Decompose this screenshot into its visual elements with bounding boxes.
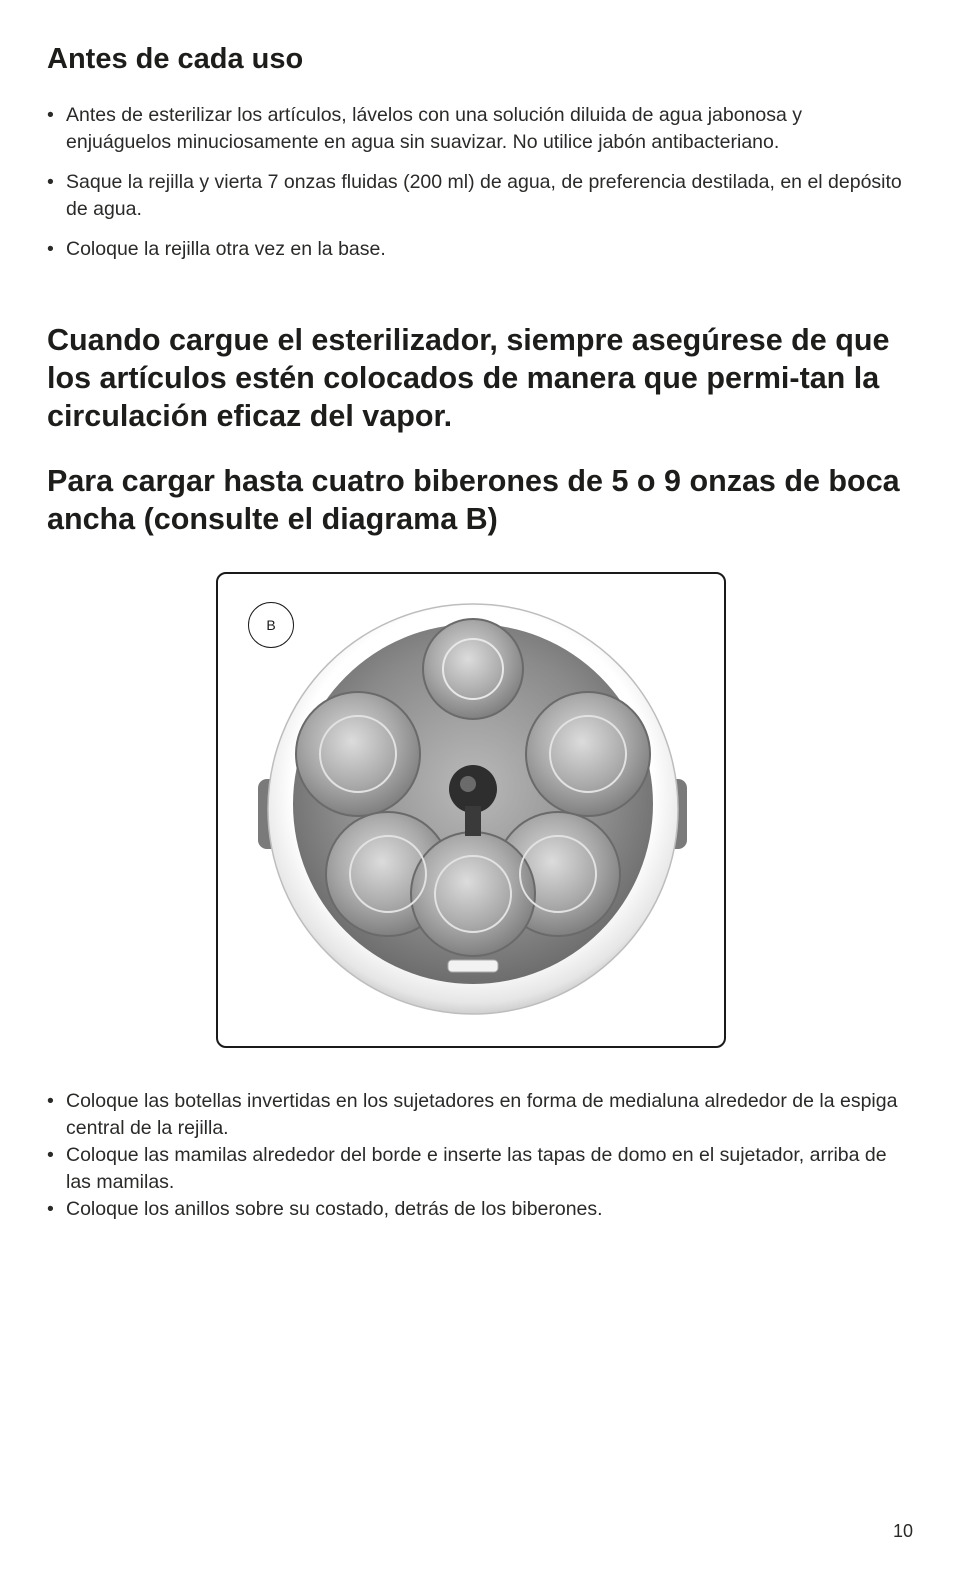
page-number: 10 xyxy=(892,1521,913,1541)
loading-instruction-heading: Cuando cargue el esterilizador, siempre asegúrese de que los artículos estén colocados de manera que permi-tan la circulación eficaz del vapor. xyxy=(47,323,890,433)
sterilizer-top-view-photo xyxy=(218,574,723,1045)
before-use-list xyxy=(47,102,912,276)
loading-steps-list xyxy=(47,1088,912,1223)
list-item: • Coloque las botellas invertidas en los sujetadores en forma de medialuna alrededor de la espiga central de la rejilla. xyxy=(47,1088,912,1142)
list-item: • Coloque las mamilas alrededor del borde e inserte las tapas de domo en el sujetador, arriba de las mamilas. xyxy=(47,1142,912,1196)
diagram-b xyxy=(216,572,726,1048)
list-item: • Antes de esterilizar los artículos, lávelos con una solución diluida de agua jabonosa y enjuáguelos minuciosamente en agua sin suavizar. No utilice jabón antibacteriano. xyxy=(47,102,912,156)
four-bottles-heading: Para cargar hasta cuatro biberones de 5 o 9 onzas de boca ancha (consulte el diagrama B) xyxy=(47,464,900,536)
list-item: • Coloque la rejilla otra vez en la base. xyxy=(47,236,912,263)
diagram-label-b: B xyxy=(248,602,294,648)
list-item: • Coloque los anillos sobre su costado, detrás de los biberones. xyxy=(47,1196,912,1223)
section-title-before-use: Antes de cada uso xyxy=(47,43,304,75)
list-item: • Saque la rejilla y vierta 7 onzas fluidas (200 ml) de agua, de preferencia destilada, en el depósito de agua. xyxy=(47,169,912,223)
